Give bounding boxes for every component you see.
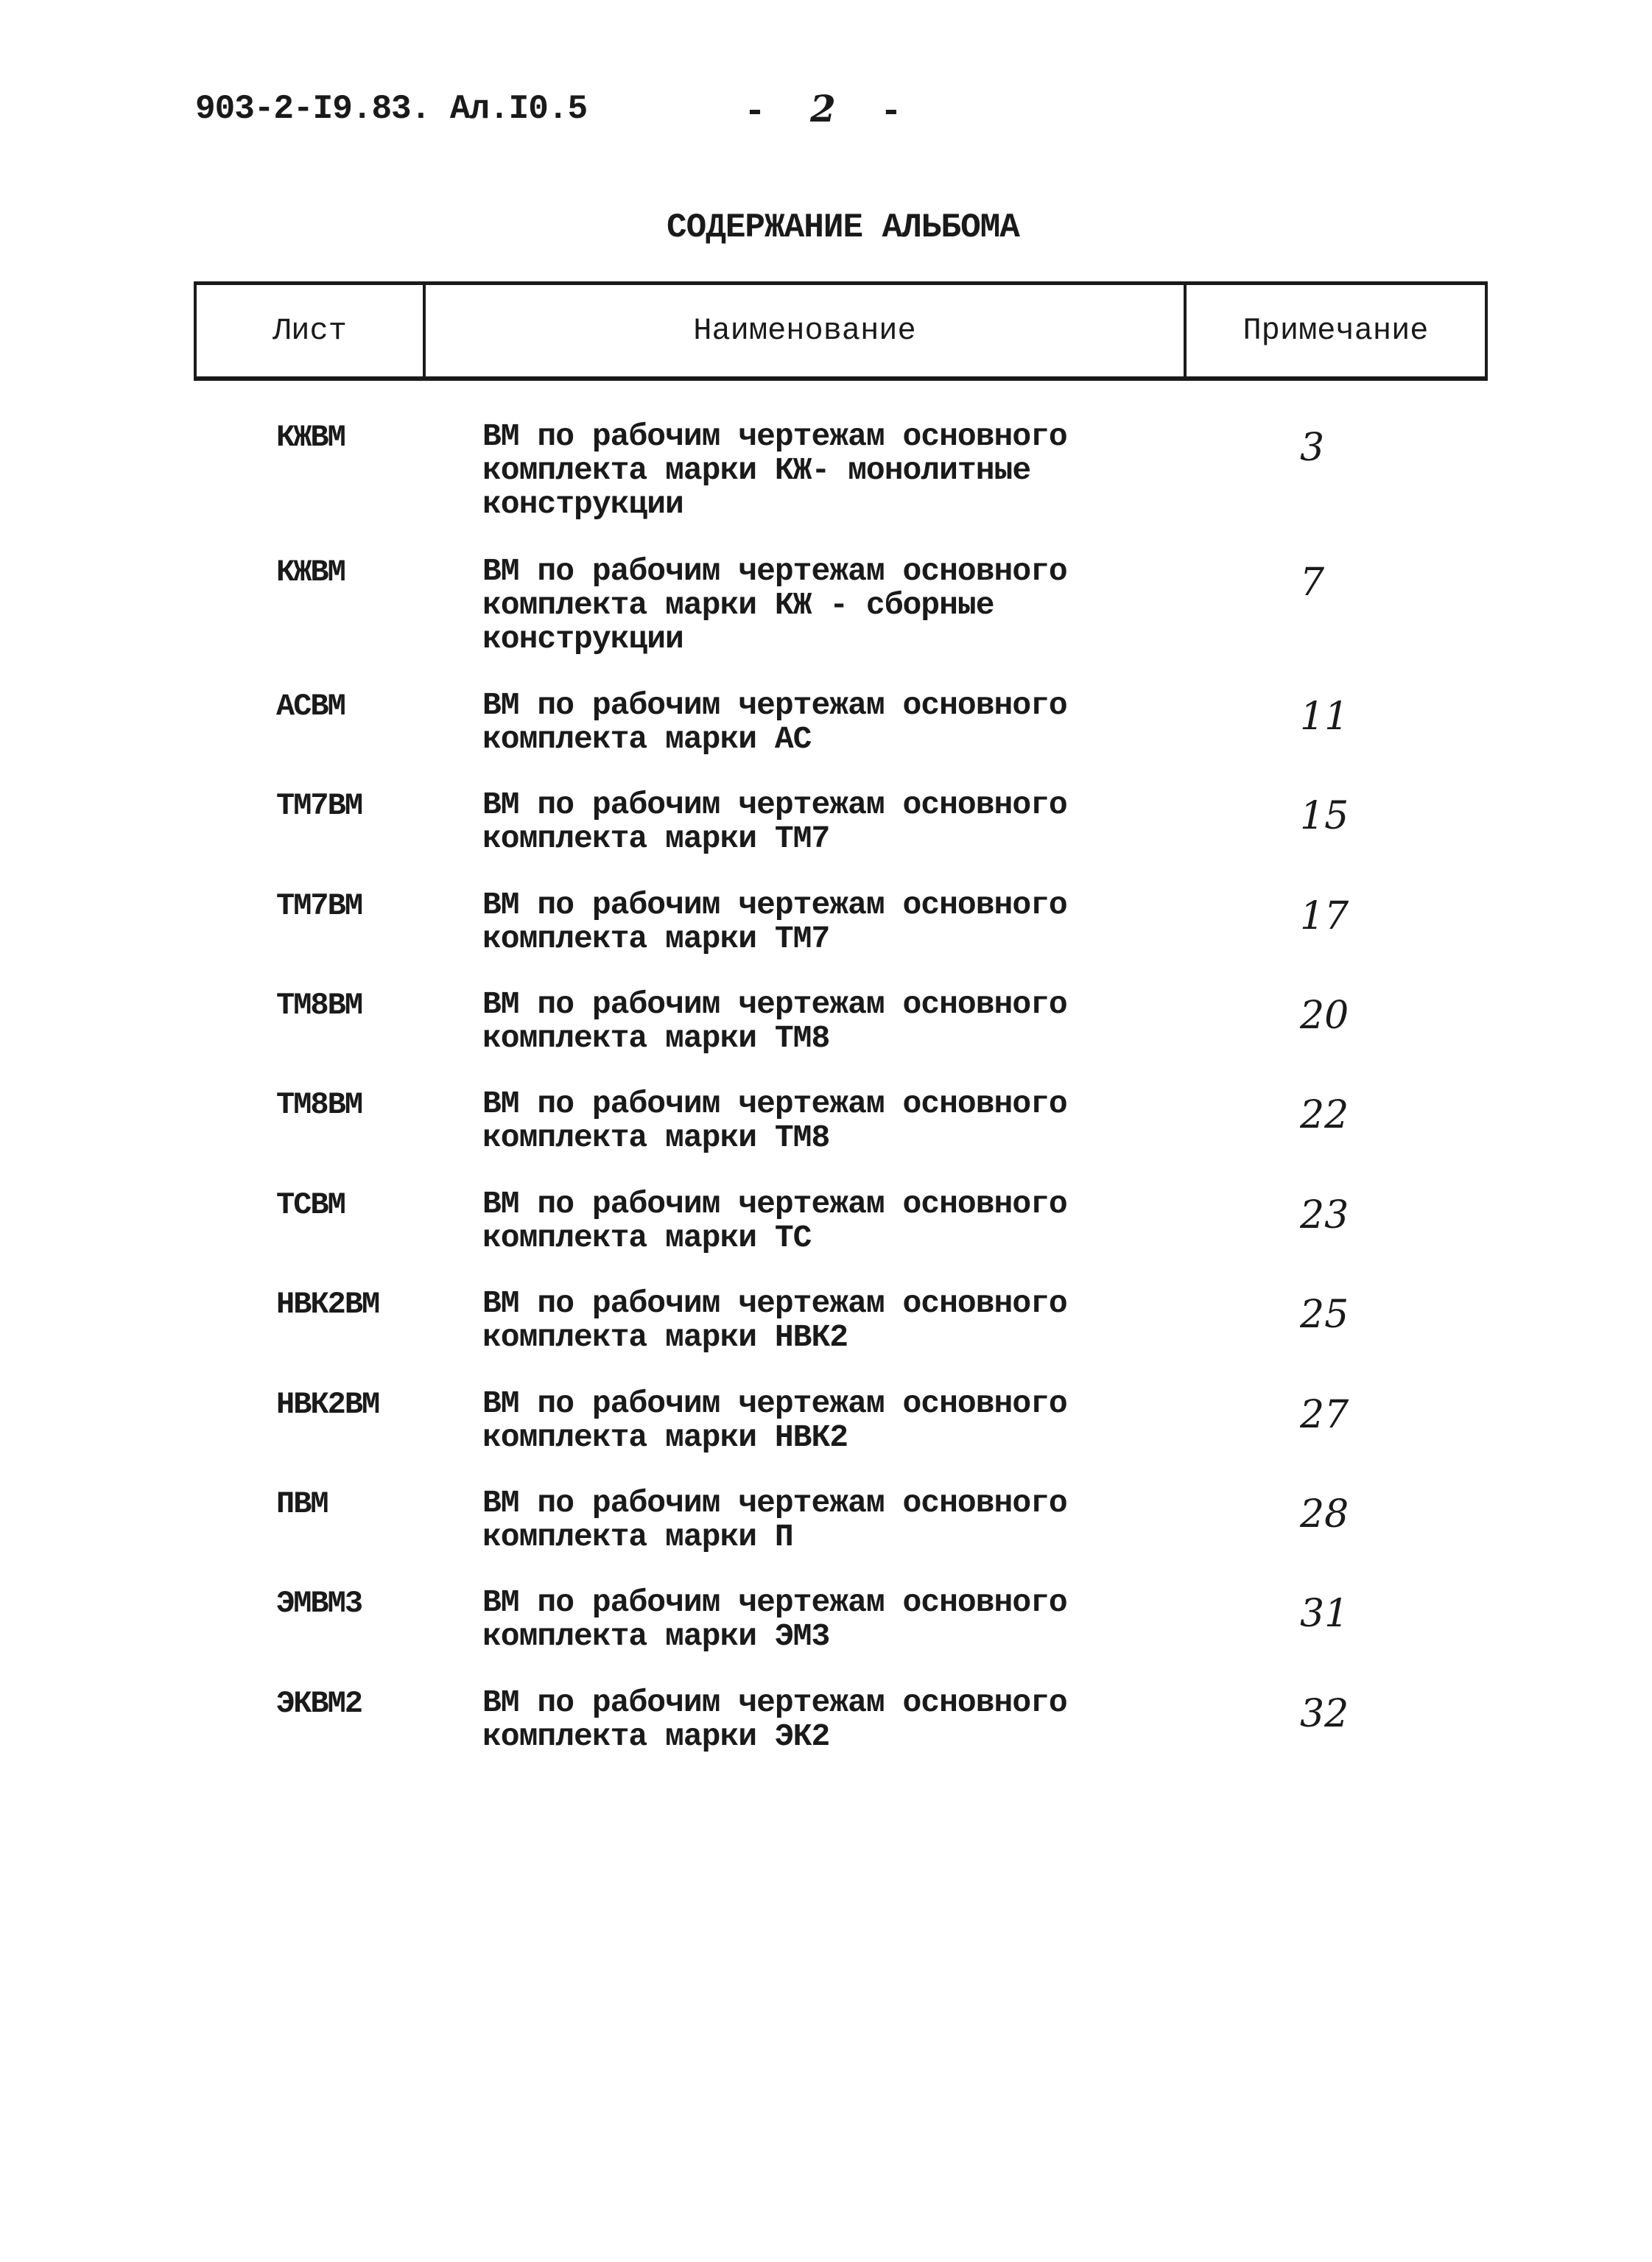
page-ref: 20	[1300, 994, 1349, 1038]
sheet-name: ВМ по рабочим чертежам основного комплекта марки ТМ8	[482, 1086, 1067, 1156]
page-ref: 3	[1300, 426, 1325, 470]
column-header-note: Примечание	[1242, 313, 1429, 348]
sheet-name: ВМ по рабочим чертежам основного комплекта марки НВК2	[482, 1285, 1067, 1355]
sheet-code: ЭКВМ2	[276, 1686, 362, 1721]
sheet-code: ТМ7ВМ	[276, 888, 362, 924]
page-ref: 27	[1300, 1393, 1349, 1437]
document-code: 903-2-I9.83. Ал.I0.5	[195, 90, 588, 128]
page-number	[744, 87, 902, 133]
sheet-code: ТМ8ВМ	[276, 988, 362, 1023]
column-header-sheet: Лист	[197, 285, 426, 376]
page-ref: 32	[1300, 1692, 1349, 1736]
sheet-name: ВМ по рабочим чертежам основного комплекта марки КЖ- монолитные конструкции	[482, 418, 1067, 522]
sheet-code: ТСВМ	[276, 1187, 345, 1223]
table-header	[194, 281, 1488, 381]
sheet-name: ВМ по рабочим чертежам основного комплекта марки ЭК2	[482, 1685, 1067, 1755]
sheet-code: ПВМ	[276, 1486, 328, 1522]
page-ref: 22	[1300, 1093, 1349, 1137]
sheet-name: ВМ по рабочим чертежам основного комплекта марки ЭМ3	[482, 1584, 1067, 1654]
sheet-code: ТМ8ВМ	[276, 1087, 362, 1123]
sheet-name: ВМ по рабочим чертежам основного комплекта марки КЖ - сборные конструкции	[482, 553, 1067, 657]
sheet-code: АСВМ	[276, 689, 345, 724]
page-ref: 25	[1300, 1293, 1349, 1337]
sheet-code: ТМ7ВМ	[276, 788, 362, 823]
album-title: СОДЕРЖАНИЕ АЛЬБОМА	[667, 208, 1019, 247]
sheet-name: ВМ по рабочим чертежам основного комплекта марки ТС	[482, 1186, 1067, 1256]
page-ref: 15	[1300, 794, 1349, 838]
column-header-name: Наименование	[426, 285, 1187, 376]
page-number-value: 2	[810, 87, 836, 130]
page-ref: 23	[1300, 1193, 1349, 1237]
sheet-name: ВМ по рабочим чертежам основного комплекта марки АС	[482, 687, 1067, 757]
sheet-name: ВМ по рабочим чертежам основного комплекта марки НВК2	[482, 1385, 1067, 1455]
page-ref: 17	[1300, 894, 1349, 938]
page-ref: 11	[1300, 695, 1349, 739]
sheet-code: КЖВМ	[276, 420, 345, 455]
sheet-name: ВМ по рабочим чертежам основного комплекта марки П	[482, 1485, 1067, 1555]
sheet-code: КЖВМ	[276, 555, 345, 590]
sheet-name: ВМ по рабочим чертежам основного комплекта марки ТМ8	[482, 986, 1067, 1056]
page-ref: 31	[1300, 1592, 1349, 1636]
sheet-code: ЭМВМ3	[276, 1586, 362, 1621]
page-ref: 28	[1300, 1492, 1349, 1536]
sheet-code: НВК2ВМ	[276, 1387, 379, 1422]
dash-left: -	[744, 91, 767, 133]
dash-right: -	[879, 91, 902, 133]
sheet-name: ВМ по рабочим чертежам основного комплекта марки ТМ7	[482, 887, 1067, 957]
sheet-name: ВМ по рабочим чертежам основного комплекта марки ТМ7	[482, 787, 1067, 857]
sheet-code: НВК2ВМ	[276, 1287, 379, 1322]
page-ref: 7	[1300, 561, 1325, 605]
